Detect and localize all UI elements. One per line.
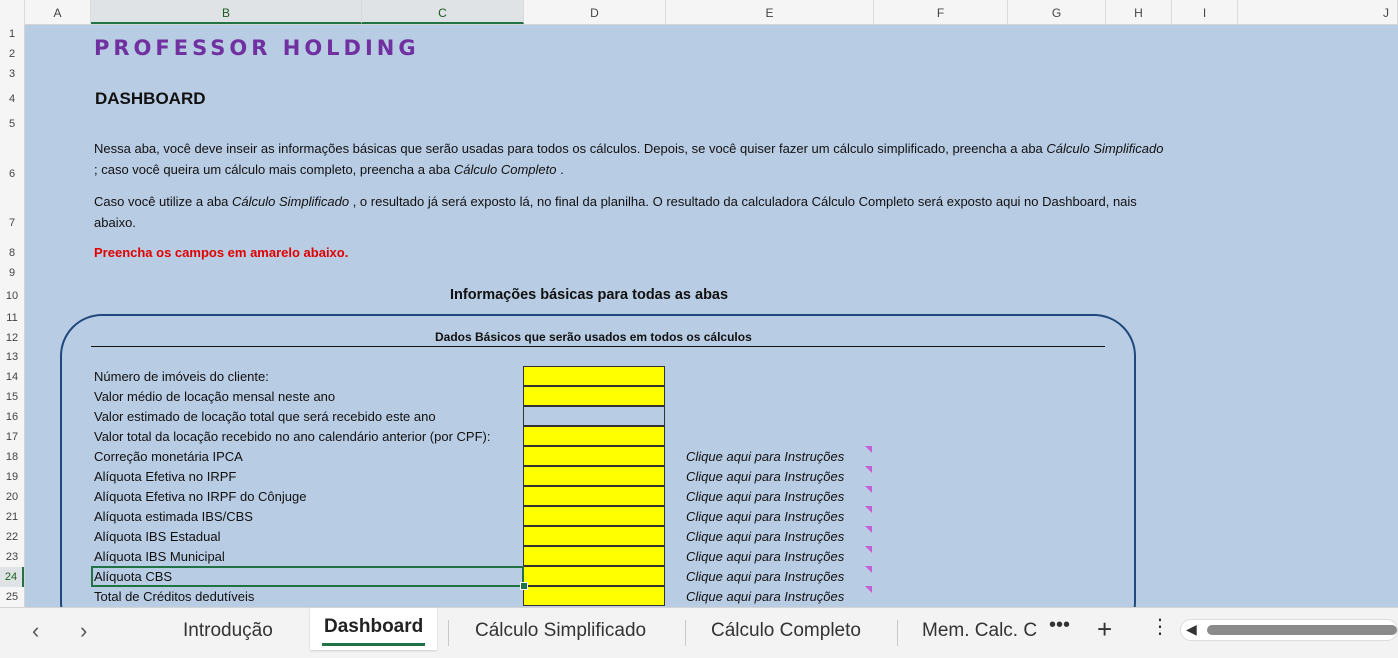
instructions-link[interactable]: Clique aqui para Instruções: [686, 529, 845, 544]
row-header-selected[interactable]: 24: [0, 567, 24, 587]
row-header[interactable]: 14: [5, 371, 19, 383]
brand-logo-text: PROFESSOR HOLDING: [94, 36, 420, 60]
field-label: Número de imóveis do cliente:: [94, 369, 269, 384]
row-header[interactable]: 8: [8, 247, 16, 259]
comment-indicator-icon[interactable]: [865, 466, 872, 473]
input-cell-aliquota-irpf-conjuge[interactable]: [523, 486, 665, 506]
row-header[interactable]: 21: [5, 511, 19, 523]
instructions-link[interactable]: Clique aqui para Instruções: [686, 489, 845, 504]
comment-indicator-icon[interactable]: [865, 566, 872, 573]
column-header-e[interactable]: E: [666, 0, 874, 24]
column-header-j[interactable]: J: [1238, 0, 1398, 24]
panel-title-underline: [91, 346, 1105, 347]
intro-paragraph-1: Nessa aba, você deve inseir as informações básicas que serão usadas para todos os cálculos. Depois, se você quiser fazer um cálculo simplificado, preencha a aba Cálculo Simplificado ; caso você queira um cálculo mais completo, preencha a aba Cálculo Completo .: [94, 141, 1164, 177]
input-cell-num-imoveis[interactable]: [523, 366, 665, 386]
fill-handle[interactable]: [520, 582, 528, 590]
input-cell-cbs[interactable]: [523, 566, 665, 586]
scrollbar-thumb[interactable]: [1207, 625, 1397, 635]
field-label: Alíquota IBS Estadual: [94, 529, 221, 544]
tab-calculo-simplificado[interactable]: Cálculo Simplificado: [475, 620, 647, 641]
row-header[interactable]: 16: [5, 411, 19, 423]
field-label: Alíquota CBS: [94, 569, 173, 584]
row-header[interactable]: 7: [8, 217, 16, 229]
row-header[interactable]: 12: [5, 332, 19, 344]
comment-indicator-icon[interactable]: [865, 526, 872, 533]
row-header[interactable]: 15: [5, 391, 19, 403]
tab-divider: [685, 620, 686, 646]
comment-indicator-icon[interactable]: [865, 546, 872, 553]
instructions-link[interactable]: Clique aqui para Instruções: [686, 589, 845, 604]
field-label: Valor estimado de locação total que será recebido este ano: [94, 409, 436, 424]
tab-dashboard[interactable]: Dashboard: [310, 608, 437, 650]
column-header-i[interactable]: I: [1172, 0, 1238, 24]
field-label: Valor total da locação recebido no ano calendário anterior (por CPF):: [94, 429, 491, 444]
comment-indicator-icon[interactable]: [865, 506, 872, 513]
field-label: Alíquota estimada IBS/CBS: [94, 509, 253, 524]
row-header[interactable]: 10: [5, 290, 19, 302]
more-vertical-icon[interactable]: ⋮: [1150, 616, 1170, 638]
row-header[interactable]: 17: [5, 431, 19, 443]
field-label: Alíquota Efetiva no IRPF: [94, 469, 237, 484]
instructions-link[interactable]: Clique aqui para Instruções: [686, 509, 845, 524]
tab-divider: [448, 620, 449, 646]
field-label: Total de Créditos dedutíveis: [94, 589, 255, 604]
instructions-link[interactable]: Clique aqui para Instruções: [686, 449, 845, 464]
worksheet-grid[interactable]: [25, 25, 1398, 607]
tab-mem-calc[interactable]: Mem. Calc. C: [922, 620, 1038, 641]
column-header-c[interactable]: C: [362, 0, 524, 24]
column-header-h[interactable]: H: [1106, 0, 1172, 24]
plus-icon[interactable]: +: [1097, 614, 1113, 644]
row-header[interactable]: 13: [5, 351, 19, 363]
column-header-a[interactable]: A: [25, 0, 91, 24]
panel-title: Dados Básicos que serão usados em todos os cálculos: [435, 330, 752, 344]
row-header[interactable]: 20: [5, 491, 19, 503]
input-cell-aliquota-irpf[interactable]: [523, 466, 665, 486]
column-header-bar: [0, 0, 1398, 25]
row-header[interactable]: 4: [8, 93, 16, 105]
tab-calculo-completo[interactable]: Cálculo Completo: [711, 620, 861, 641]
chevron-left-icon[interactable]: ‹: [32, 618, 40, 643]
row-header[interactable]: 6: [8, 168, 16, 180]
comment-indicator-icon[interactable]: [865, 446, 872, 453]
chevron-right-icon[interactable]: ›: [80, 618, 88, 643]
input-cell-ibs-estadual[interactable]: [523, 526, 665, 546]
comment-indicator-icon[interactable]: [865, 586, 872, 593]
input-cell-aliquota-ibs-cbs[interactable]: [523, 506, 665, 526]
input-cell-ibs-municipal[interactable]: [523, 546, 665, 566]
tab-introducao[interactable]: Introdução: [183, 620, 273, 641]
row-header[interactable]: 2: [8, 48, 16, 60]
row-header[interactable]: 3: [8, 68, 16, 80]
field-label: Correção monetária IPCA: [94, 449, 243, 464]
field-label: Alíquota IBS Municipal: [94, 549, 225, 564]
row-header[interactable]: 18: [5, 451, 19, 463]
page-title: DASHBOARD: [95, 89, 206, 108]
input-cell-ipca[interactable]: [523, 446, 665, 466]
row-header[interactable]: 9: [8, 267, 16, 279]
input-cell-valor-medio[interactable]: [523, 386, 665, 406]
input-cell-valor-anterior[interactable]: [523, 426, 665, 446]
active-tab-underline: [322, 643, 425, 646]
scroll-left-icon[interactable]: ◀: [1186, 621, 1197, 637]
comment-indicator-icon[interactable]: [865, 486, 872, 493]
section-title: Informações básicas para todas as abas: [450, 287, 729, 303]
row-header-bar: [0, 24, 25, 607]
selected-cell-outline[interactable]: [91, 566, 524, 587]
tab-divider: [897, 620, 898, 646]
field-label: Valor médio de locação mensal neste ano: [94, 389, 336, 404]
instructions-link[interactable]: Clique aqui para Instruções: [686, 469, 845, 484]
input-cell-creditos[interactable]: [523, 586, 665, 606]
instructions-link[interactable]: Clique aqui para Instruções: [686, 549, 845, 564]
row-header[interactable]: 5: [8, 118, 16, 130]
row-header[interactable]: 11: [6, 312, 18, 324]
row-header[interactable]: 25: [5, 591, 19, 603]
horizontal-scrollbar[interactable]: [1180, 619, 1398, 641]
instructions-link[interactable]: Clique aqui para Instruções: [686, 569, 845, 584]
select-all-corner[interactable]: [0, 0, 25, 24]
column-header-d[interactable]: D: [524, 0, 666, 24]
sheet-tab-bar: [0, 607, 1398, 658]
row-header[interactable]: 19: [5, 471, 19, 483]
intro-paragraph-2: Caso você utilize a aba Cálculo Simplificado , o resultado já será exposto lá, no final da planilha. O resultado da calculadora Cálculo Completo será exposto aqui no Dashboard, nais abaixo.: [94, 194, 1137, 230]
column-header-f[interactable]: F: [874, 0, 1008, 24]
column-header-g[interactable]: G: [1008, 0, 1106, 24]
row-header[interactable]: 1: [8, 28, 16, 40]
computed-cell-valor-estimado[interactable]: [523, 406, 665, 426]
row-header[interactable]: 23: [5, 551, 19, 563]
more-horizontal-icon[interactable]: •••: [1049, 614, 1071, 636]
field-label: Alíquota Efetiva no IRPF do Cônjuge: [94, 489, 307, 504]
fill-notice: Preencha os campos em amarelo abaixo.: [94, 245, 349, 260]
row-header[interactable]: 22: [5, 531, 19, 543]
column-header-b[interactable]: B: [91, 0, 362, 24]
